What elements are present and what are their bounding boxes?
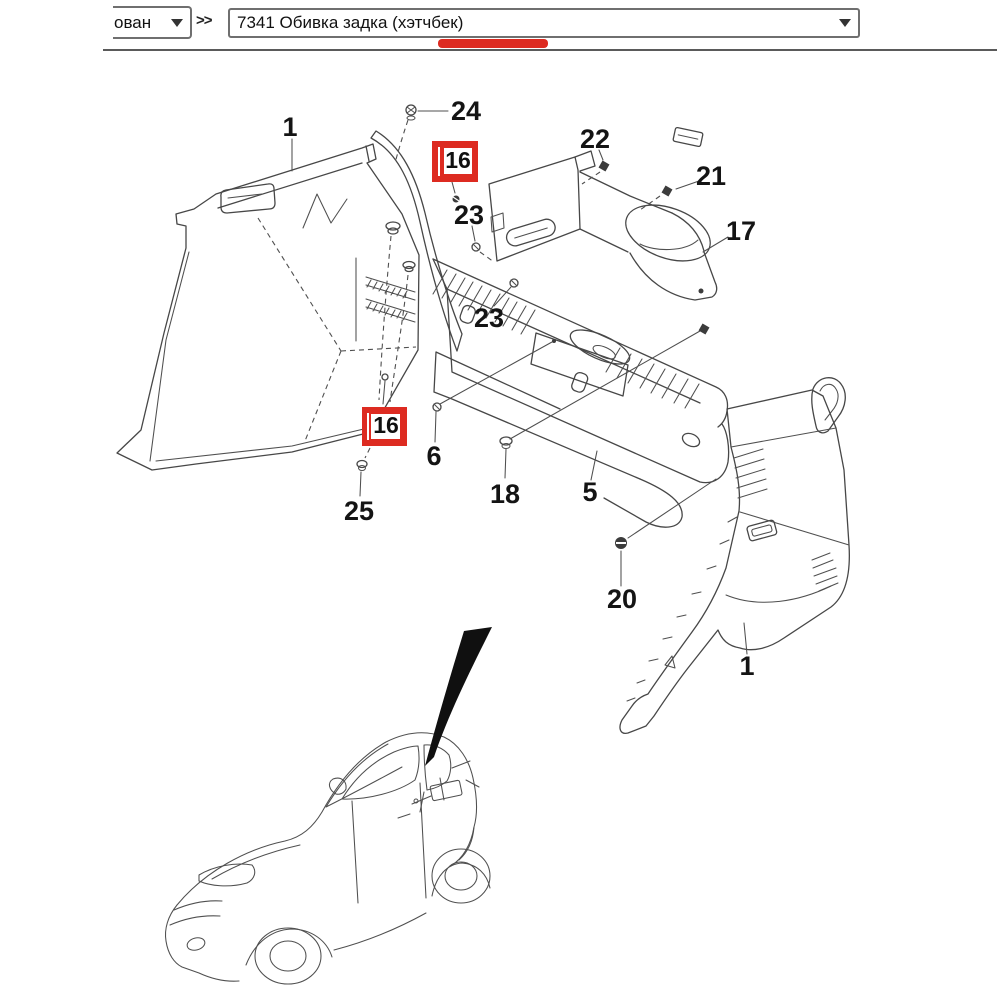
car-locator-drawing <box>165 627 492 984</box>
highlight-16-top-label: 16 <box>445 147 471 173</box>
part-label-5: 5 <box>582 477 598 507</box>
part-label-25: 25 <box>343 496 375 526</box>
part-label-24: 24 <box>450 96 482 126</box>
part-label-1-right: 1 <box>739 651 755 681</box>
highlight-box-16-bottom <box>362 407 407 446</box>
part-labels <box>282 96 756 681</box>
locator-arrow <box>425 627 492 766</box>
highlight-16-bottom-label: 16 <box>373 412 399 438</box>
part-label-22: 22 <box>579 124 611 154</box>
section-select-value: 7341 Обивка задка (хэтчбек) <box>237 13 464 32</box>
part-label-1-left: 1 <box>282 112 298 142</box>
breadcrumb-separator: >> <box>196 12 212 29</box>
part-label-18: 18 <box>489 479 521 509</box>
part-label-23-lower: 23 <box>473 303 505 333</box>
highlight-box-16-top <box>432 141 478 182</box>
right-quarter-trim-panel <box>620 378 849 734</box>
fasteners-and-leaders <box>292 105 747 654</box>
category-select-value: ован <box>114 12 152 32</box>
part-label-21: 21 <box>695 161 727 191</box>
part-label-23-upper: 23 <box>453 200 485 230</box>
part-label-6: 6 <box>426 441 442 471</box>
part-label-17: 17 <box>725 216 757 246</box>
part-label-20: 20 <box>606 584 638 614</box>
